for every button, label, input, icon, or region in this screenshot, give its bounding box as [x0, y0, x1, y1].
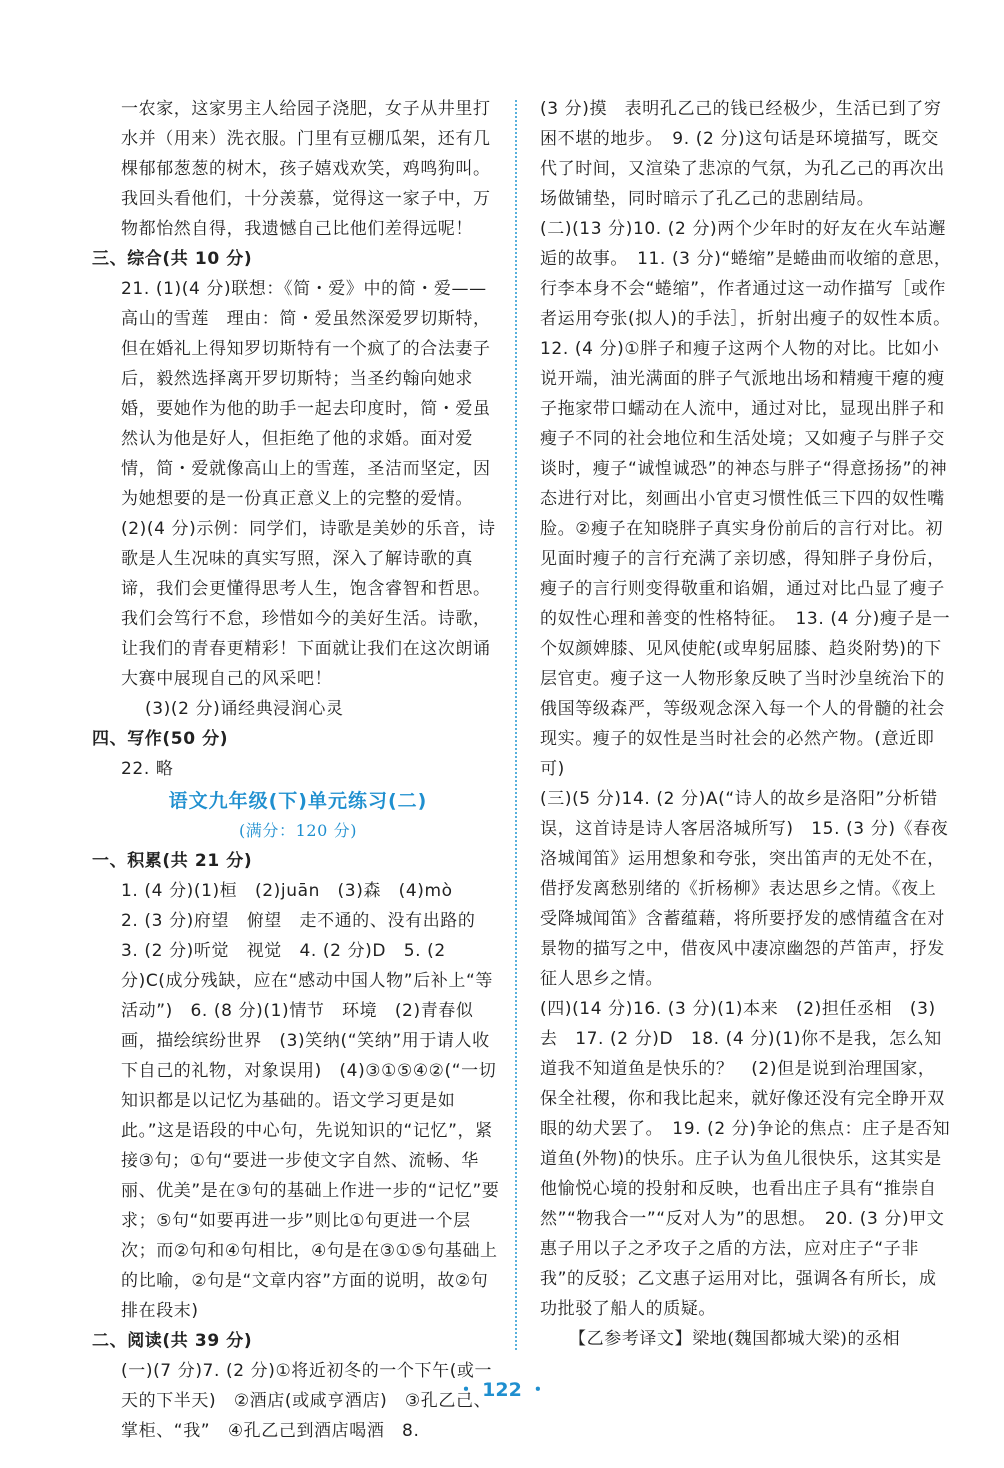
right-column: [540, 94, 960, 1354]
left-column: [92, 94, 504, 1446]
page-number: ・ 122 ・: [456, 1379, 548, 1401]
unit-score: (满分：120 分): [238, 821, 358, 840]
essay-translation-text: 一农家，这家男主人给园子浇肥，女子从井里打水并（用来）洗衣服。门里有豆棚瓜架，还有几棵郁郁葱葱的树木，孩子嬉戏欢笑，鸡鸣狗叫。我回头看他们，十分羡慕，觉得这一家子中，万物都怡然自得，我遗憾自己比他们差得远呢！: [121, 99, 491, 239]
unit-title: 语文九年级(下)单元练习(二): [168, 790, 428, 812]
answer-1: 1. (4 分)(1)桓 (2)juān (3)森 (4)mò: [121, 881, 453, 901]
reading-part-2: (二)(13 分)10. (2 分)两个少年时的好友在火车站邂逅的故事。 11. (3 分)“蜷缩”是蜷曲而收缩的意思，行李本身不会“蜷缩”，作者通过这一动作描写［或作者运用夸张(拟人)的手法］，折射出瘦子的奴性本质。 12. (4 分)①胖子和瘦子这两个人物的对比。比如小说开端，油光满面的胖子气派地出场和精瘦干瘪的瘦子拖家带口蠕动在人流中，通过对比，显现出胖子和瘦子不同的社会地位和生活处境；又如瘦子与胖子交谈时，瘦子“诚惶诚恐”的神态与胖子“得意扬扬”的神态进行对比，刻画出小官吏习惯性低三下四的奴性嘴脸。②瘦子在知晓胖子真实身份前后的言行对比。初见面时瘦子的言行充满了亲切感，得知胖子身份后，瘦子的言行则变得敬重和谄媚，通过对比凸显了瘦子的奴性心理和善变的性格特征。 13. (4 分)瘦子是一个奴颜婢膝、见风使舵(或卑躬屈膝、趋炎附势)的下层官吏。瘦子这一人物形象反映了当时沙皇统治下的俄国等级森严，等级观念深入每一个人的骨髓的社会现实。瘦子的奴性是当时社会的必然产物。(意近即可): [540, 219, 960, 779]
answer-3-to-6: 3. (2 分)听觉 视觉 4. (2 分)D 5. (2 分)C(成分残缺，应在“感动中国人物”后补上“等活动”) 6. (8 分)(1)情节 环境 (2)青春似画，描绘缤纷世界 (3)笑纳(“笑纳”用于请人收下自己的礼物，对象误用) (4)③①⑤④②(“一切知识都是以记忆为基础的。语文学习更是如此。”这是语段的中心句，先说知识的“记忆”，紧接③句；①句“要进一步使文字自然、流畅、华丽、优美”是在③句的基础上作进一步的“记忆”要求；⑤句“如要再进一步”则比①句更进一个层次；而②句和④句相比，④句是在③①⑤句基础上的比喻，②句是“文章内容”方面的说明，故②句排在段末): [121, 941, 500, 1321]
reading-part-3: (三)(5 分)14. (2 分)A(“诗人的故乡是洛阳”分析错误，这首诗是诗人客居洛城所写) 15. (3 分)《春夜洛城闻笛》运用想象和夸张，突出笛声的无处不在，借抒发离愁别绪的《折杨柳》表达思乡之情。《夜上受降城闻笛》含蓄蕴藉，将所要抒发的感情蕴含在对景物的描写之中，借夜风中凄凉幽怨的芦笛声，抒发征人思乡之情。: [540, 789, 949, 989]
answer-22: 22. 略: [121, 759, 174, 779]
reading-part-4: (四)(14 分)16. (3 分)(1)本来 (2)担任丞相 (3)去 17. (2 分)D 18. (4 分)(1)你不是我，怎么知道我不知道鱼是快乐的？ (2)但是说到治理国家，保全社稷，你和我比起来，就好像还没有完全睁开双眼的幼犬罢了。 19. (2 分)争论的焦点：庄子是否知道鱼(外物)的快乐。庄子认为鱼儿很快乐，这其实是他愉悦心境的投射和反映，也看出庄子具有“推崇自然”“物我合一”“反对人为”的思想。 20. (3 分)甲文惠子用以子之矛攻子之盾的方法，应对庄子“子非我”的反驳；乙文惠子运用对比，强调各有所长，成功批驳了船人的质疑。: [540, 999, 951, 1319]
section-4-heading: 四、写作(50 分): [92, 729, 229, 749]
answer-21-3: (3)(2 分)诵经典浸润心灵: [145, 699, 344, 719]
answer-2: 2. (3 分)府望 俯望 走不通的、没有出路的: [121, 911, 476, 931]
section-3-heading: 三、综合(共 10 分): [92, 249, 253, 269]
section-2-heading: 二、阅读(共 39 分): [92, 1331, 253, 1351]
reference-translation: 【乙参考译文】梁地(魏国都城大梁)的丞相: [569, 1329, 901, 1349]
reading-part-1: (一)(7 分)7. (2 分)①将近初冬的一个下午(或一天的下半天) ②酒店(或咸亨酒店) ③孔乙己、掌柜、“我” ④孔乙己到酒店喝酒 8.: [121, 1361, 493, 1441]
column-divider: [515, 100, 517, 1350]
answer-21: 21. (1)(4 分)联想：《简・爱》中的简・爱——高山的雪莲 理由：简・爱虽然深爱罗切斯特，但在婚礼上得知罗切斯特有一个疯了的合法妻子后，毅然选择离开罗切斯特；当圣约翰向她求婚，要她作为他的助手一起去印度时，简・爱虽然认为他是好人，但拒绝了他的求婚。面对爱情，简・爱就像高山上的雪莲，圣洁而坚定，因为她想要的是一份真正意义上的完整的爱情。 (2)(4 分)示例：同学们，诗歌是美妙的乐音，诗歌是人生况味的真实写照，深入了解诗歌的真谛，我们会更懂得思考人生，饱含睿智和哲思。我们会笃行不怠，珍惜如今的美好生活。诗歌，让我们的青春更精彩！下面就让我们在这次朗诵大赛中展现自己的风采吧！: [121, 279, 496, 689]
answer-8-9: (3 分)摸 表明孔乙己的钱已经极少，生活已到了穷困不堪的地步。 9. (2 分)这句话是环境描写，既交代了时间，又渲染了悲凉的气氛，为孔乙己的再次出场做铺垫，同时暗示了孔乙己的悲剧结局。: [540, 99, 945, 209]
section-1-heading: 一、积累(共 21 分): [92, 851, 253, 871]
